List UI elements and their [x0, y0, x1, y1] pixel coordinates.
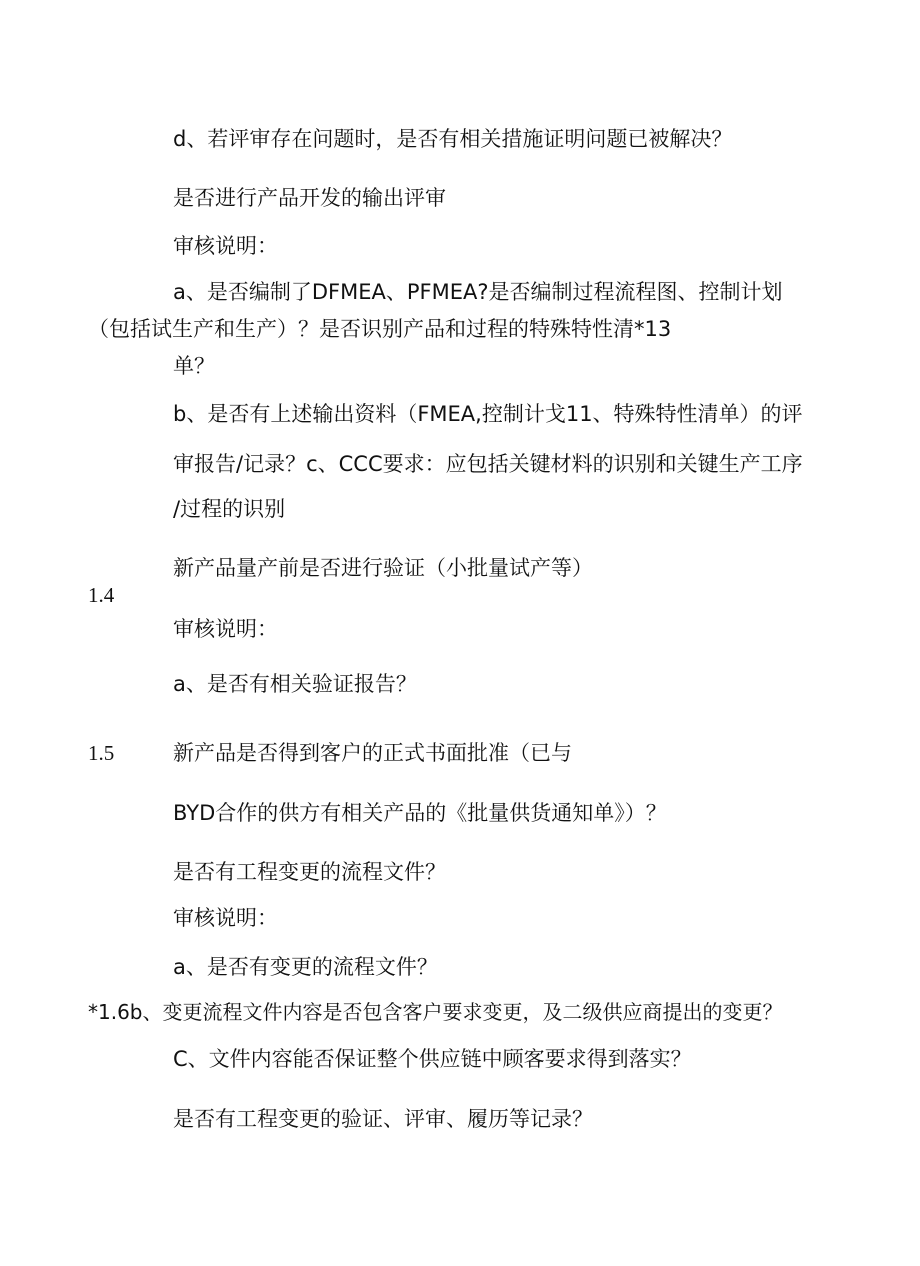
text-line-7: b、是否有上述输出资料（FMEA,控制计戈11、特殊特性清单）的评 [173, 402, 803, 426]
text-line-19: C、文件内容能否保证整个供应链中顾客要求得到落实？ [173, 1047, 692, 1071]
text-line-17: a、是否有变更的流程文件？ [173, 955, 438, 979]
text-line-11: 审核说明： [173, 617, 278, 641]
text-line-14: BYD合作的供方有相关产品的《批量供货通知单》）？ [173, 801, 667, 825]
text-line-16: 审核说明： [173, 906, 278, 930]
text-line-1: d、若评审存在问题时，是否有相关措施证明问题已被解决？ [173, 127, 733, 151]
item-number-1-4: 1.4 [88, 583, 115, 607]
text-line-5: （包括试生产和生产）？是否识别产品和过程的特殊特性清*13 [88, 317, 672, 341]
item-number-1-5: 1.5 [88, 741, 115, 765]
text-line-9: /过程的识别 [173, 497, 286, 521]
text-line-8: 审报告/记录？c、CCC要求：应包括关键材料的识别和关键生产工序 [173, 452, 803, 476]
text-line-15: 是否有工程变更的流程文件？ [173, 860, 446, 884]
text-line-13: 新产品是否得到客户的正式书面批准（已与 [173, 741, 572, 765]
text-line-18: *1.6b、变更流程文件内容是否包含客户要求变更，及二级供应商提出的变更？ [88, 1000, 783, 1024]
text-line-10: 新产品量产前是否进行验证（小批量试产等） [173, 556, 593, 580]
text-line-12: a、是否有相关验证报告？ [173, 672, 417, 696]
text-line-20: 是否有工程变更的验证、评审、履历等记录？ [173, 1107, 593, 1131]
text-line-2: 是否进行产品开发的输出评审 [173, 186, 446, 210]
text-line-4: a、是否编制了DFMEA、PFMEA?是否编制过程流程图、控制计划 [173, 280, 783, 304]
text-line-3: 审核说明： [173, 234, 278, 258]
text-line-6: 单？ [173, 354, 215, 378]
